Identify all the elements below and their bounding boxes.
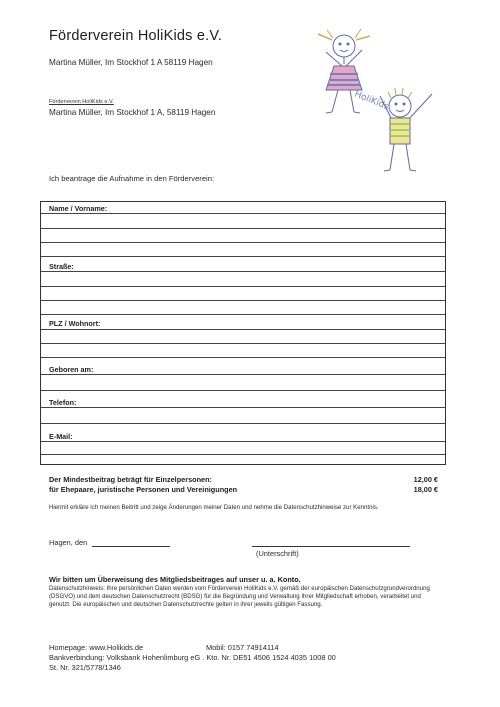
footer-mobile: Mobil: 0157 74914114 — [206, 643, 279, 652]
date-line — [92, 546, 170, 547]
footer-bank: Bankverbindung: Volksbank Hohenlimburg eG . Kto. Nr. DE51 4506 1524 4035 1008 00 — [49, 653, 336, 662]
form-rule — [41, 329, 445, 330]
children-drawing-logo — [296, 24, 448, 180]
street-field-label: Straße: — [49, 262, 74, 271]
form-rule — [41, 441, 445, 442]
form-rule — [41, 286, 445, 287]
intro-text: Ich beantrage die Aufnahme in den Förderverein: — [49, 174, 215, 183]
form-rule — [41, 343, 445, 344]
form-rule — [41, 390, 445, 391]
fee-group-text: für Ehepaare, juristische Personen und Vereinigungen — [49, 485, 238, 494]
form-rule — [41, 242, 445, 243]
birthdate-field-label: Geboren am: — [49, 365, 94, 374]
header-address: Martina Müller, Im Stockhof 1 A 58119 Hagen — [49, 58, 213, 67]
form-rule — [41, 271, 445, 272]
recipient-address: Martina Müller, Im Stockhof 1 A, 58119 Hagen — [49, 108, 216, 117]
consent-statement: Hiermit erkläre ich meinen Beitritt und zeige Änderungen meiner Daten und nehme die Datenschutzhinweise zur Kenntnis. — [49, 504, 379, 511]
name-field-label: Name / Vorname: — [49, 204, 108, 213]
sender-return-line: Förderverein HoliKids e.V. — [49, 99, 114, 105]
form-rule — [41, 228, 445, 229]
zip-city-field-label: PLZ / Wohnort: — [49, 319, 101, 328]
fee-individual-text: Der Mindestbeitrag beträgt für Einzelpersonen: — [49, 475, 212, 484]
footer-homepage: Homepage: www.Holikids.de — [49, 643, 144, 652]
form-rule — [41, 423, 445, 424]
page-title: Förderverein HoliKids e.V. — [49, 28, 223, 44]
form-rule — [41, 407, 445, 408]
fee-group-amount: 18,00 € — [413, 485, 438, 494]
signature-label: (Unterschrift) — [256, 549, 299, 558]
membership-form — [40, 201, 446, 465]
form-rule — [41, 256, 445, 257]
phone-field-label: Telefon: — [49, 398, 77, 407]
email-field-label: E-Mail: — [49, 432, 73, 441]
fee-individual-amount: 12,00 € — [413, 475, 438, 484]
form-rule — [41, 357, 445, 358]
boy-figure-icon — [380, 88, 432, 171]
form-rule — [41, 454, 445, 455]
form-rule — [41, 300, 445, 301]
logo-text: HoliKids — [352, 89, 391, 113]
transfer-request: Wir bitten um Überweisung des Mitgliedsbeitrages auf unser u. a. Konto. — [49, 575, 301, 584]
place-date-label: Hagen, den — [49, 538, 88, 547]
form-rule — [41, 314, 445, 315]
footer-tax-number: St. Nr. 321/5778/1346 — [49, 663, 121, 672]
form-rule — [41, 213, 445, 214]
signature-line — [252, 546, 410, 547]
privacy-notice: Datenschutzhinweis: Ihre persönlichen Daten werden vom Förderverein HoliKids e.V. gemäß der europäischen Datenschutzgrundverordnung (DSGVO) und dem deutschen Datenschutzrecht (BDSG) für die Begründung und Verwaltung Ihrer Mitgliedschaft erhoben, verarbeitet und genutzt. Die europäischen und deutschen Datenschutzrechte gelten in ihrer jeweils gültigen Fassung. — [49, 585, 430, 609]
form-rule — [41, 374, 445, 375]
